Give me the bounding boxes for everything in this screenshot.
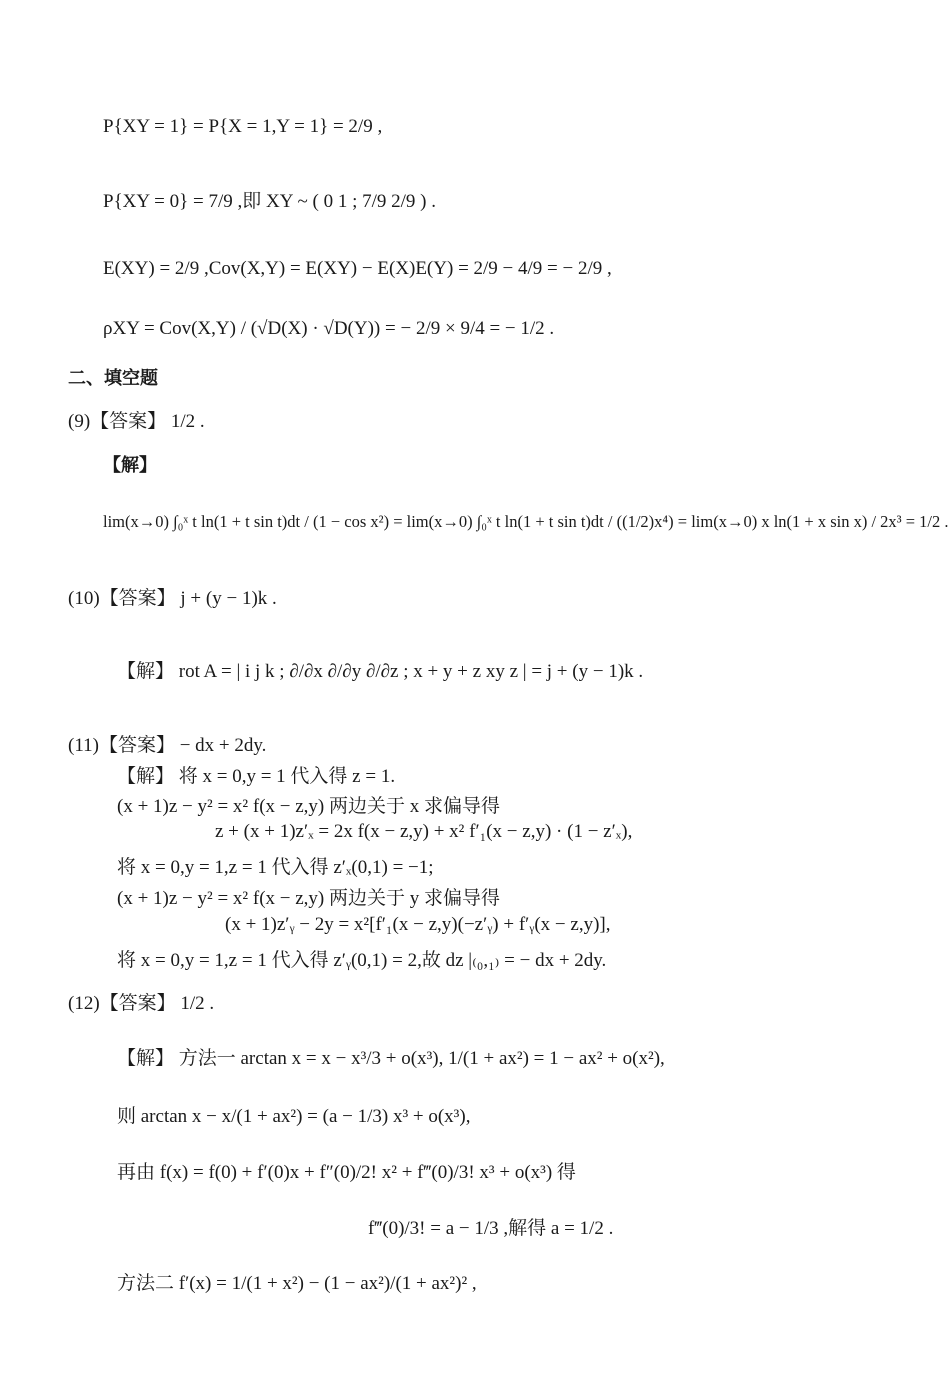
solution-11-line-5: (x + 1)z − y² = x² f(x − z,y) 两边关于 y 求偏导得 [117, 888, 501, 909]
solution-12-method-2: 方法二 f′(x) = 1/(1 + x²) − (1 − ax²)/(1 + ax²)² , [117, 1273, 477, 1294]
solution-12-line-3: 再由 f(x) = f(0) + f′(0)x + f″(0)/2! x² + f‴(0)/3! x³ + o(x³) 得 [117, 1162, 576, 1183]
answer-11: (11)【答案】 − dx + 2dy. [68, 735, 267, 756]
solution-10: 【解】 rot A = | i j k ; ∂/∂x ∂/∂y ∂/∂z ; x + y + z xy z | = j + (y − 1)k . [117, 661, 644, 682]
answer-12: (12)【答案】 1/2 . [68, 993, 215, 1014]
solution-11-line-1: 【解】 将 x = 0,y = 1 代入得 z = 1. [117, 766, 396, 787]
eq-cov: E(XY) = 2/9 ,Cov(X,Y) = E(XY) − E(X)E(Y) = 2/9 − 4/9 = − 2/9 , [103, 258, 612, 279]
answer-9: (9)【答案】 1/2 . [68, 411, 205, 432]
solution-11-line-4: 将 x = 0,y = 1,z = 1 代入得 z′ₓ(0,1) = −1; [117, 857, 434, 878]
solution-12-line-4: f‴(0)/3! = a − 1/3 ,解得 a = 1/2 . [368, 1218, 614, 1239]
solution-12-line-2: 则 arctan x − x/(1 + ax²) = (a − 1/3) x³ + o(x³), [117, 1106, 471, 1127]
eq-rho: ρXY = Cov(X,Y) / (√D(X) · √D(Y)) = − 2/9 × 9/4 = − 1/2 . [103, 318, 555, 339]
solution-11-line-7: 将 x = 0,y = 1,z = 1 代入得 z′ᵧ(0,1) = 2,故 dz |₍₀,₁₎ = − dx + 2dy. [117, 950, 607, 971]
solution-11-line-2: (x + 1)z − y² = x² f(x − z,y) 两边关于 x 求偏导得 [117, 796, 501, 817]
eq-p-xy-1: P{XY = 1} = P{X = 1,Y = 1} = 2/9 , [103, 116, 383, 137]
solution-9-label: 【解】 [103, 455, 157, 476]
solution-12-method-1: 【解】 方法一 arctan x = x − x³/3 + o(x³), 1/(1 + ax²) = 1 − ax² + o(x²), [117, 1048, 665, 1069]
section-heading-fill-blank: 二、填空题 [68, 368, 158, 389]
answer-10: (10)【答案】 j + (y − 1)k . [68, 588, 277, 609]
solution-11-line-6: (x + 1)z′ᵧ − 2y = x²[f′₁(x − z,y)(−z′ᵧ) + f′ᵧ(x − z,y)], [225, 914, 611, 935]
solution-11-line-3: z + (x + 1)z′ₓ = 2x f(x − z,y) + x² f′₁(x − z,y) · (1 − z′ₓ), [215, 821, 633, 842]
eq-limit: lim(x→0) ∫₀ˣ t ln(1 + t sin t)dt / (1 − cos x²) = lim(x→0) ∫₀ˣ t ln(1 + t sin t)dt / ((1/2)x⁴) = lim(x→0) x ln(1 + x sin x) / 2x³ = 1/2 . [103, 512, 949, 531]
eq-p-xy-0: P{XY = 0} = 7/9 ,即 XY ~ ( 0 1 ; 7/9 2/9 ) . [103, 191, 437, 212]
